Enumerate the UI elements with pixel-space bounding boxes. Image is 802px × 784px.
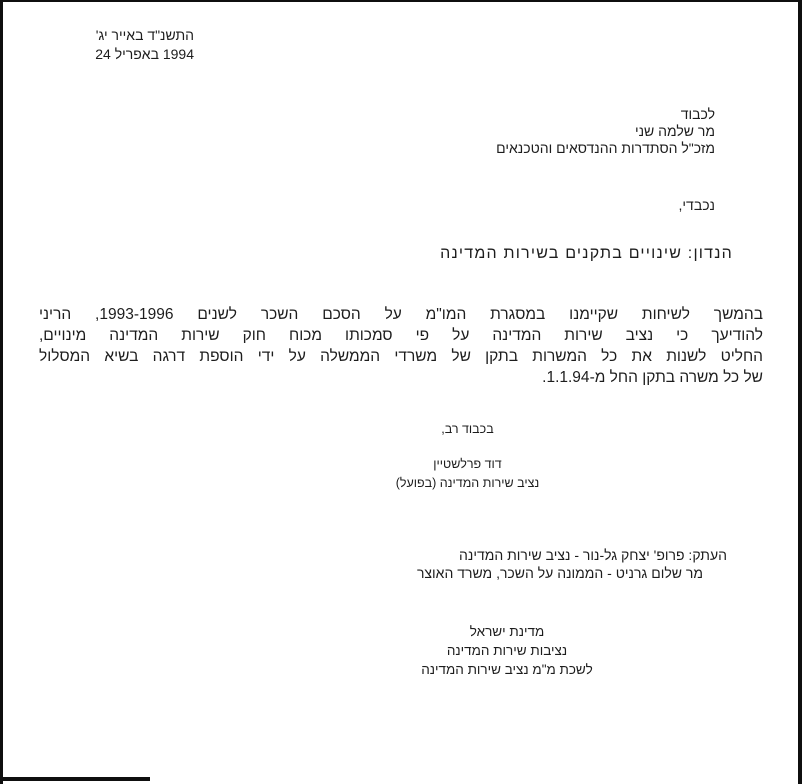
scan-edge-bottom [0,777,150,781]
date-block [73,26,194,64]
subject-text: הנדון: שינויים בתקנים בשירות המדינה [440,245,733,262]
org-footer-block [407,622,607,679]
closing-text: בכבוד רב, [441,422,494,436]
cc-block [417,546,727,582]
recipient-title: מזכ"ל הסתדרות ההנדסאים והטכנאים [496,140,715,156]
recipient-block [496,106,715,157]
body-line: של כל משרה בתקן החל מ-1.1.94. [542,369,763,386]
scan-edge-right [798,0,802,784]
scan-edge-left [0,0,3,784]
org-country: מדינת ישראל [469,624,545,639]
scan-edge-top [0,0,802,2]
letter-body [39,304,763,388]
cc-line: העתק: פרופ' יצחק גל-נור - נציב שירות המדינה [459,547,727,563]
greeting [679,196,715,214]
closing-signature-block [375,420,560,493]
cc-line: מר שלום גרניט - הממונה על השכר, משרד האוצר [416,565,703,581]
org-office: לשכת מ"מ נציב שירות המדינה [421,662,593,677]
body-line: החליט לשנות את כל המשרות בתקן של משרדי הממשלה על ידי הוספת דרגה בשיא המסלול [39,348,763,365]
body-line: להודיעך כי נציב שירות המדינה על פי סמכותו מכוח חוק שירות המדינה מינויים, [39,327,763,344]
hebrew-date: התשנ"ד באייר יג' [95,27,194,43]
signature-name: דוד פרלשטיין [433,457,502,471]
body-line: בהמשך לשיחות שקיימנו במסגרת המו"מ על הסכם השכר לשנים 1993-1996, הריני [39,306,763,323]
recipient-salutation: לכבוד [680,106,715,122]
gregorian-date: 1994 באפריל 24 [95,46,194,62]
recipient-name: מר שלמה שני [634,123,715,139]
greeting-text: נכבדי, [678,197,715,213]
signature-title: נציב שירות המדינה (בפועל) [395,476,540,490]
subject-line [440,244,733,264]
org-name: נציבות שירות המדינה [446,643,568,658]
